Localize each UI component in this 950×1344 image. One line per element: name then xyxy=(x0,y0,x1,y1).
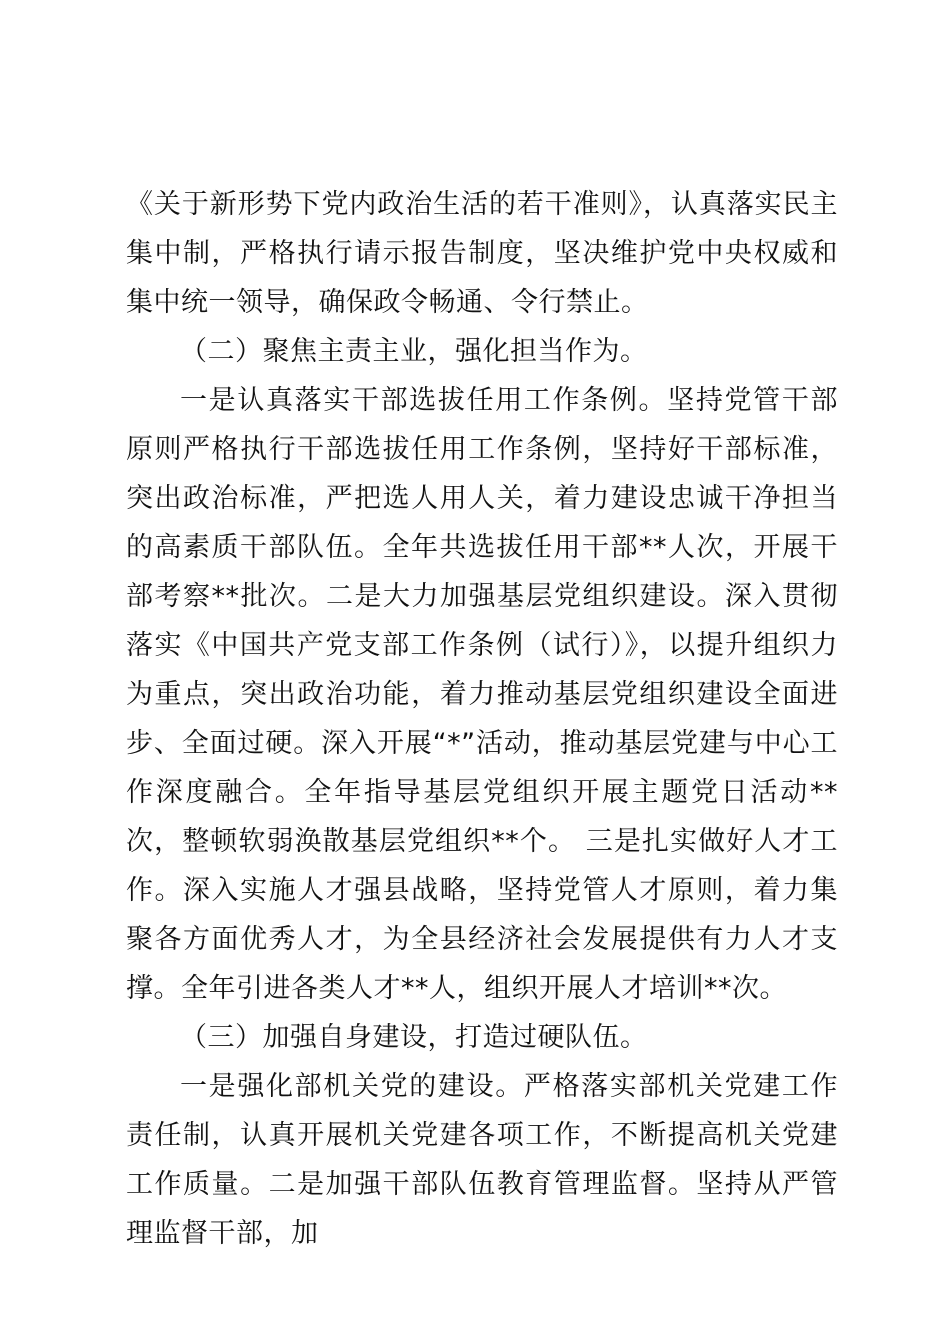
section-heading-2: （二）聚焦主责主业，强化担当作为。 xyxy=(180,336,648,367)
paragraph-continuation: 《关于新形势下党内政治生活的若干准则》，认真落实民主集中制，严格执行请示报告制度，坚决维护党中央权威和集中统一领导，确保政令畅通、令行禁止。 xyxy=(126,189,838,318)
paragraph-self-building: 一是强化部机关党的建设。严格落实部机关党建工作责任制，认真开展机关党建各项工作，不断提高机关党建工作质量。二是加强干部队伍教育管理监督。坚持从严管理监督干部，加 xyxy=(126,1071,838,1249)
document-body xyxy=(126,180,838,1258)
paragraph-cadre-work: 一是认真落实干部选拔任用工作条例。坚持党管干部原则严格执行干部选拔任用工作条例，坚持好干部标准，突出政治标准，严把选人用人关，着力建设忠诚干净担当的高素质干部队伍。全年共选拔任用干部**人次，开展干部考察**批次。二是大力加强基层党组织建设。深入贯彻落实《中国共产党支部工作条例（试行）》，以提升组织力为重点，突出政治功能，着力推动基层党组织建设全面进步、全面过硬。深入开展“*”活动，推动基层党建与中心工作深度融合。全年指导基层党组织开展主题党日活动**次，整顿软弱涣散基层党组织**个。 三是扎实做好人才工作。深入实施人才强县战略，坚持党管人才原则，着力集聚各方面优秀人才，为全县经济社会发展提供有力人才支撑。全年引进各类人才**人，组织开展人才培训**次。 xyxy=(126,385,838,1004)
section-heading-3: （三）加强自身建设，打造过硬队伍。 xyxy=(180,1022,648,1053)
